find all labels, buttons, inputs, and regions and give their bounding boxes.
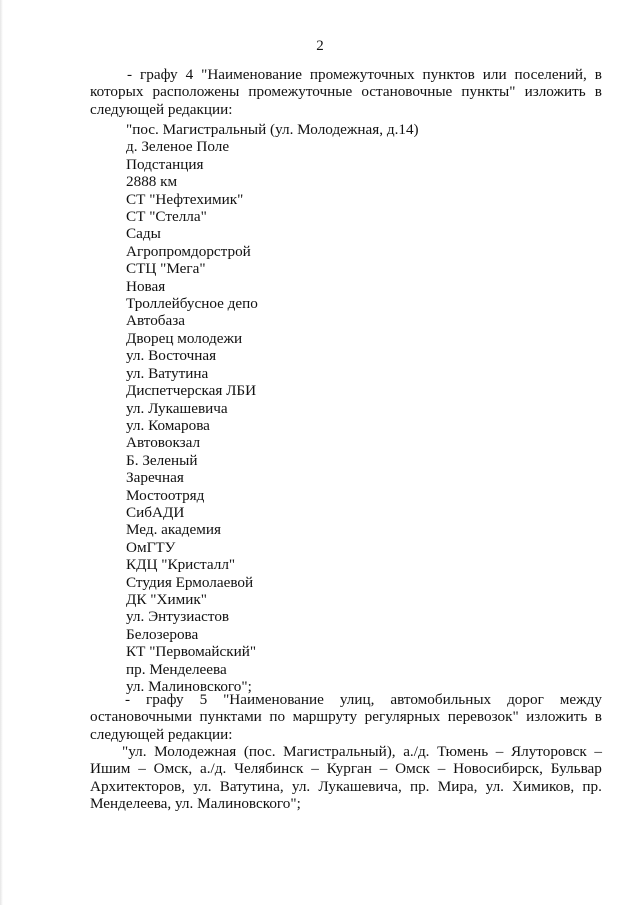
stop-list-item: Заречная: [126, 469, 184, 487]
stop-list-item: Мед. академия: [126, 521, 221, 539]
stop-list-item: Новая: [126, 277, 166, 295]
stops-list: [126, 121, 546, 695]
stop-list-item: Подстанция: [126, 155, 204, 173]
paragraph-line: - графу 5 "Наименование улиц, автомобильных дорог между: [125, 691, 602, 708]
stop-list-item: Дворец молодежи: [126, 329, 243, 347]
stop-list-item: пр. Менделеева: [126, 660, 227, 678]
stop-list-item: 2888 км: [126, 173, 178, 191]
paragraph-line: Менделеева, ул. Малиновского";: [90, 795, 301, 813]
stop-list-item: ул. Комарова: [126, 416, 210, 434]
stop-list-item: КДЦ "Кристалл": [126, 556, 236, 574]
stop-list-item: СТЦ "Мега": [126, 260, 206, 278]
stop-list-item: "пос. Магистральный (ул. Молодежная, д.14): [126, 121, 419, 138]
stop-list-item: КТ "Первомайский": [126, 643, 257, 661]
stop-list-item: ул. Энтузиастов: [126, 608, 230, 626]
stop-list-item: Автовокзал: [126, 434, 201, 452]
stop-list-item: Автобаза: [126, 312, 185, 330]
page-number: 2: [316, 38, 324, 54]
paragraph-line: "ул. Молодежная (пос. Магистральный), а./д. Тюмень – Ялуторовск –: [122, 743, 602, 760]
stop-list-item: д. Зеленое Поле: [126, 138, 230, 156]
stop-list-item: Белозерова: [126, 625, 199, 643]
paragraph-line: Архитекторов, ул. Ватутина, ул. Лукашевича, пр. Мира, ул. Химиков, пр.: [90, 777, 602, 795]
paragraph-column-4: [90, 66, 602, 118]
stop-list-item: Мостоотряд: [126, 486, 205, 504]
stop-list-item: ул. Ватутина: [126, 364, 209, 382]
paragraph-line: следующей редакции:: [90, 100, 233, 118]
stop-list-item: СТ "Стелла": [126, 208, 207, 226]
stop-list-item: ул. Восточная: [126, 347, 217, 365]
stop-list-item: СТ "Нефтехимик": [126, 190, 244, 208]
paragraph-streets: [90, 743, 602, 813]
stop-list-item: Троллейбусное депо: [126, 295, 258, 313]
paragraph-column-5: [90, 691, 602, 743]
stop-list-item: ОмГТУ: [126, 538, 176, 556]
stop-list-item: ул. Малиновского";: [126, 678, 252, 695]
paragraph-line: которых расположены промежуточные остановочные пункты" изложить в: [90, 83, 602, 101]
paragraph-line: остановочными пунктами по маршруту регулярных перевозок" изложить в: [90, 708, 602, 726]
stop-list-item: Студия Ермолаевой: [126, 573, 254, 591]
paragraph-line: следующей редакции:: [90, 725, 233, 743]
stop-list-item: СибАДИ: [126, 503, 185, 521]
stop-list-item: Сады: [126, 225, 161, 243]
stop-list-item: Агропромдорстрой: [126, 242, 251, 260]
stop-list-item: ДК "Химик": [126, 590, 207, 608]
stop-list-item: Б. Зеленый: [126, 451, 198, 469]
stop-list-item: Диспетчерская ЛБИ: [126, 382, 257, 400]
paragraph-line: Ишим – Омск, а./д. Челябинск – Курган – Омск – Новосибирск, Бульвар: [90, 760, 602, 778]
scan-edge-shadow: [0, 0, 3, 905]
paragraph-line: - графу 4 "Наименование промежуточных пунктов или поселений, в: [127, 66, 602, 83]
stop-list-item: ул. Лукашевича: [126, 399, 228, 417]
